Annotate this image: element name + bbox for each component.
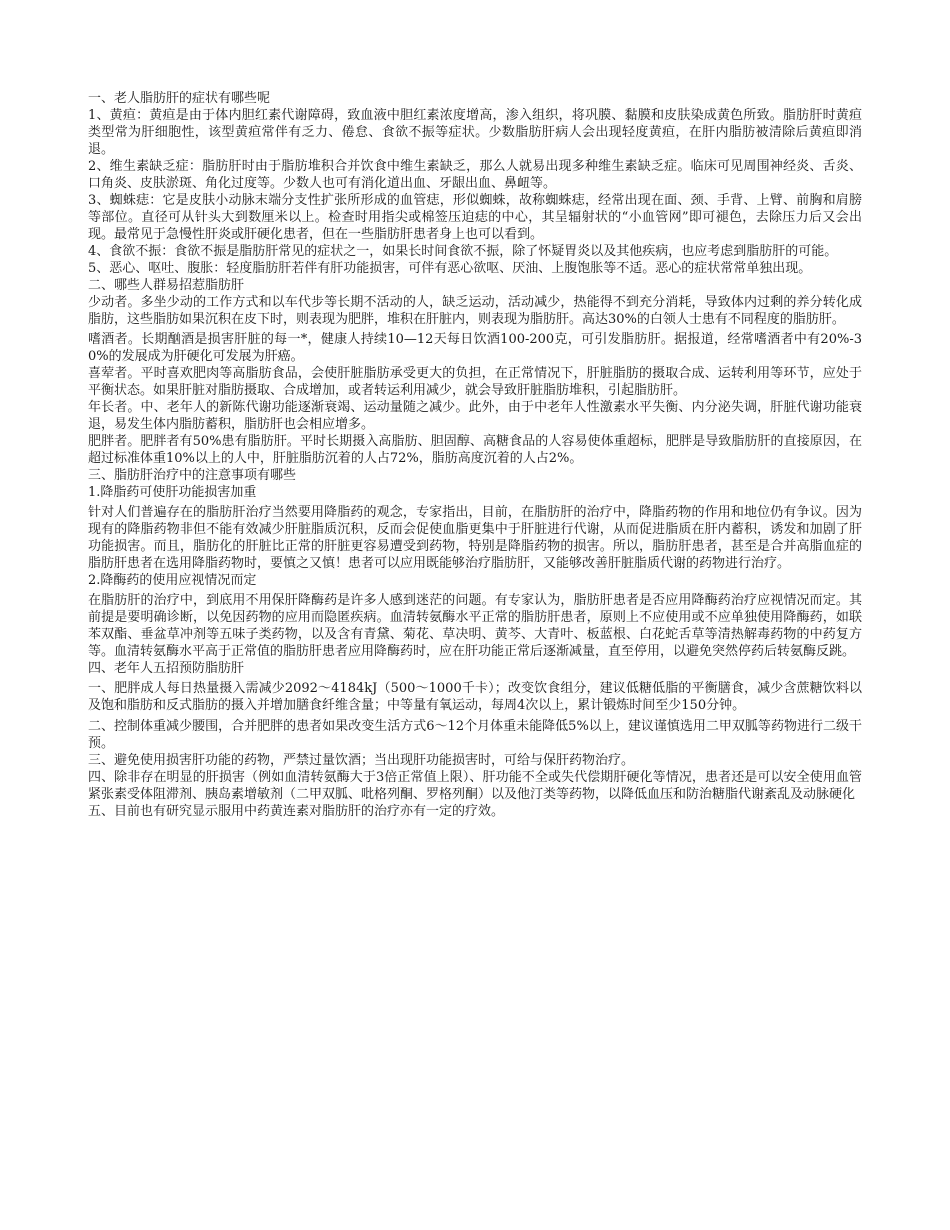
lipid-drugs-text: 针对人们普遍存在的脂肪肝治疗当然要用降脂药的观念，专家指出，目前，在脂肪肝的治疗中，降脂药物的作用和地位仍有争议。因为现有的降脂药物非但不能有效减少肝脏脂质沉积，反而会促使血脂更集中于肝脏进行代谢，从而促进脂质在肝内蓄积，诱发和加剧了肝功能损害。而且，脂肪化的肝脏比正常的肝脏更容易遭受到药物，特别是降脂药物的损害。所以，脂肪肝患者，甚至是合并高脂血症的脂肪肝患者在选用降脂药物时，要慎之又慎！患者可以应用既能够治疗脂肪肝，又能够改善肝脏脂质代谢的药物进行治疗。 — [88, 505, 862, 571]
prevention-4: 四、除非存在明显的肝损害（例如血清转氨酶大于3倍正常值上限）、肝功能不全或失代偿期肝硬化等情况，患者还是可以安全使用血管紧张素受体阻滞剂、胰岛素增敏剂（二甲双胍、吡格列酮、罗格列酮）以及他汀类等药物，以降低血压和防治糖脂代谢紊乱及动脉硬化 — [88, 770, 862, 802]
symptom-poor-appetite: 4、食欲不振：食欲不振是脂肪肝常见的症状之一，如果长时间食欲不振，除了怀疑胃炎以及其他疾病，也应考虑到脂肪肝的可能。 — [88, 244, 838, 259]
prevention-3: 三、避免使用损害肝功能的药物，严禁过量饮酒；当出现肝功能损害时，可给与保肝药物治疗。 — [88, 753, 635, 768]
document-body — [88, 90, 862, 820]
risk-elderly: 年长者。中、老年人的新陈代谢功能逐渐衰竭、运动量随之减少。此外，由于中老年人性激素水平失衡、内分泌失调，肝脏代谢功能衰退，易发生体内脂肪蓄积，脂肪肝也会相应增多。 — [88, 400, 862, 432]
risk-sedentary: 少动者。多坐少动的工作方式和以车代步等长期不活动的人，缺乏运动，活动减少，热能得不到充分消耗，导致体内过剩的养分转化成脂肪，这些脂肪如果沉积在皮下时，则表现为肥胖，堆积在肝脏内，则表现为脂肪肝。高达30%的白领人士患有不同程度的脂肪肝。 — [88, 295, 862, 327]
prevention-2: 二、控制体重减少腰围，合并肥胖的患者如果改变生活方式6～12个月体重未能降低5%以上，建议谨慎选用二甲双胍等药物进行二级干预。 — [88, 719, 862, 751]
prevention-5: 五、目前也有研究显示服用中药黄连素对脂肪肝的治疗亦有一定的疗效。 — [88, 804, 505, 819]
section-2-heading: 二、哪些人群易招惹脂肪肝 — [88, 278, 245, 293]
subheading-lipid-drugs: 1.降脂药可使肝功能损害加重 — [88, 485, 257, 500]
symptom-jaundice: 1、黄疸：黄疸是由于体内胆红素代谢障碍，致血液中胆红素浓度增高，渗入组织，将巩膜、黏膜和皮肤染成黄色所致。脂肪肝时黄疸类型常为肝细胞性，该型黄疸常伴有乏力、倦怠、食欲不振等症状。少数脂肪肝病人会出现轻度黄疸，在肝内脂肪被清除后黄疸即消退。 — [88, 108, 862, 157]
prevention-1: 一、肥胖成人每日热量摄入需减少2092～4184kJ（500～1000千卡）；改变饮食组分，建议低糖低脂的平衡膳食，减少含蔗糖饮料以及饱和脂肪和反式脂肪的摄入并增加膳食纤维含量；中等量有氧运动，每周4次以上，累计锻炼时间至少150分钟。 — [88, 681, 862, 713]
risk-meat-eaters: 喜荤者。平时喜欢肥肉等高脂肪食品，会使肝脏脂肪承受更大的负担，在正常情况下，肝脏脂肪的摄取合成、运转利用等环节，应处于平衡状态。如果肝脏对脂肪摄取、合成增加，或者转运利用减少，就会导致肝脏脂肪堆积，引起脂肪肝。 — [88, 366, 862, 398]
enzyme-drugs-text: 在脂肪肝的治疗中，到底用不用保肝降酶药是许多人感到迷茫的问题。有专家认为，脂肪肝患者是否应用降酶药治疗应视情况而定。其前提是要明确诊断，以免因药物的应用而隐匿疾病。血清转氨酶水平正常的脂肪肝患者，原则上不应使用或不应单独使用降酶药，如联苯双酯、垂盆草冲剂等五味子类药物，以及含有青黛、菊花、草决明、黄芩、大青叶、板蓝根、白花蛇舌草等清热解毒药物的中药复方等。血清转氨酶水平高于正常值的脂肪肝患者应用降酶药时，应在肝功能正常后逐渐减量，直至停用，以避免突然停药后转氨酶反跳。 — [88, 593, 862, 659]
subheading-enzyme-drugs: 2.降酶药的使用应视情况而定 — [88, 573, 257, 588]
risk-obese: 肥胖者。肥胖者有50%患有脂肪肝。平时长期摄入高脂肪、胆固醇、高糖食品的人容易使体重超标，肥胖是导致脂肪肝的直接原因，在超过标准体重10%以上的人中，肝脏脂肪沉着的人占72%，脂肪高度沉着的人占2%。 — [88, 434, 862, 466]
risk-drinkers: 嗜酒者。长期酗酒是损害肝脏的每一*，健康人持续10—12天每日饮酒100-200克，可引发脂肪肝。据报道，经常嗜酒者中有20%-30%的发展成为肝硬化可发展为肝癌。 — [88, 332, 862, 364]
section-4-heading: 四、老年人五招预防脂肪肝 — [88, 661, 245, 676]
section-3-heading: 三、脂肪肝治疗中的注意事项有哪些 — [88, 468, 297, 483]
section-1-heading: 一、老人脂肪肝的症状有哪些呢 — [88, 91, 271, 106]
symptom-nausea: 5、恶心、呕吐、腹胀：轻度脂肪肝若伴有肝功能损害，可伴有恶心欲呕、厌油、上腹饱胀等不适。恶心的症状常常单独出现。 — [88, 261, 812, 276]
symptom-vitamin-deficiency: 2、维生素缺乏症：脂肪肝时由于脂肪堆积合并饮食中维生素缺乏，那么人就易出现多种维生素缺乏症。临床可见周围神经炎、舌炎、口角炎、皮肤淤斑、角化过度等。少数人也可有消化道出血、牙龈出血、鼻衄等。 — [88, 159, 862, 191]
symptom-spider-nevus: 3、蜘蛛痣：它是皮肤小动脉末端分支性扩张所形成的血管痣，形似蜘蛛，故称蜘蛛痣，经常出现在面、颈、手背、上臂、前胸和肩膀等部位。直径可从针头大到数厘米以上。检查时用指尖或棉签压迫痣的中心，其呈辐射状的“小血管网”即可褪色，去除压力后又会出现。最常见于急慢性肝炎或肝硬化患者，但在一些脂肪肝患者身上也可以看到。 — [88, 193, 862, 242]
